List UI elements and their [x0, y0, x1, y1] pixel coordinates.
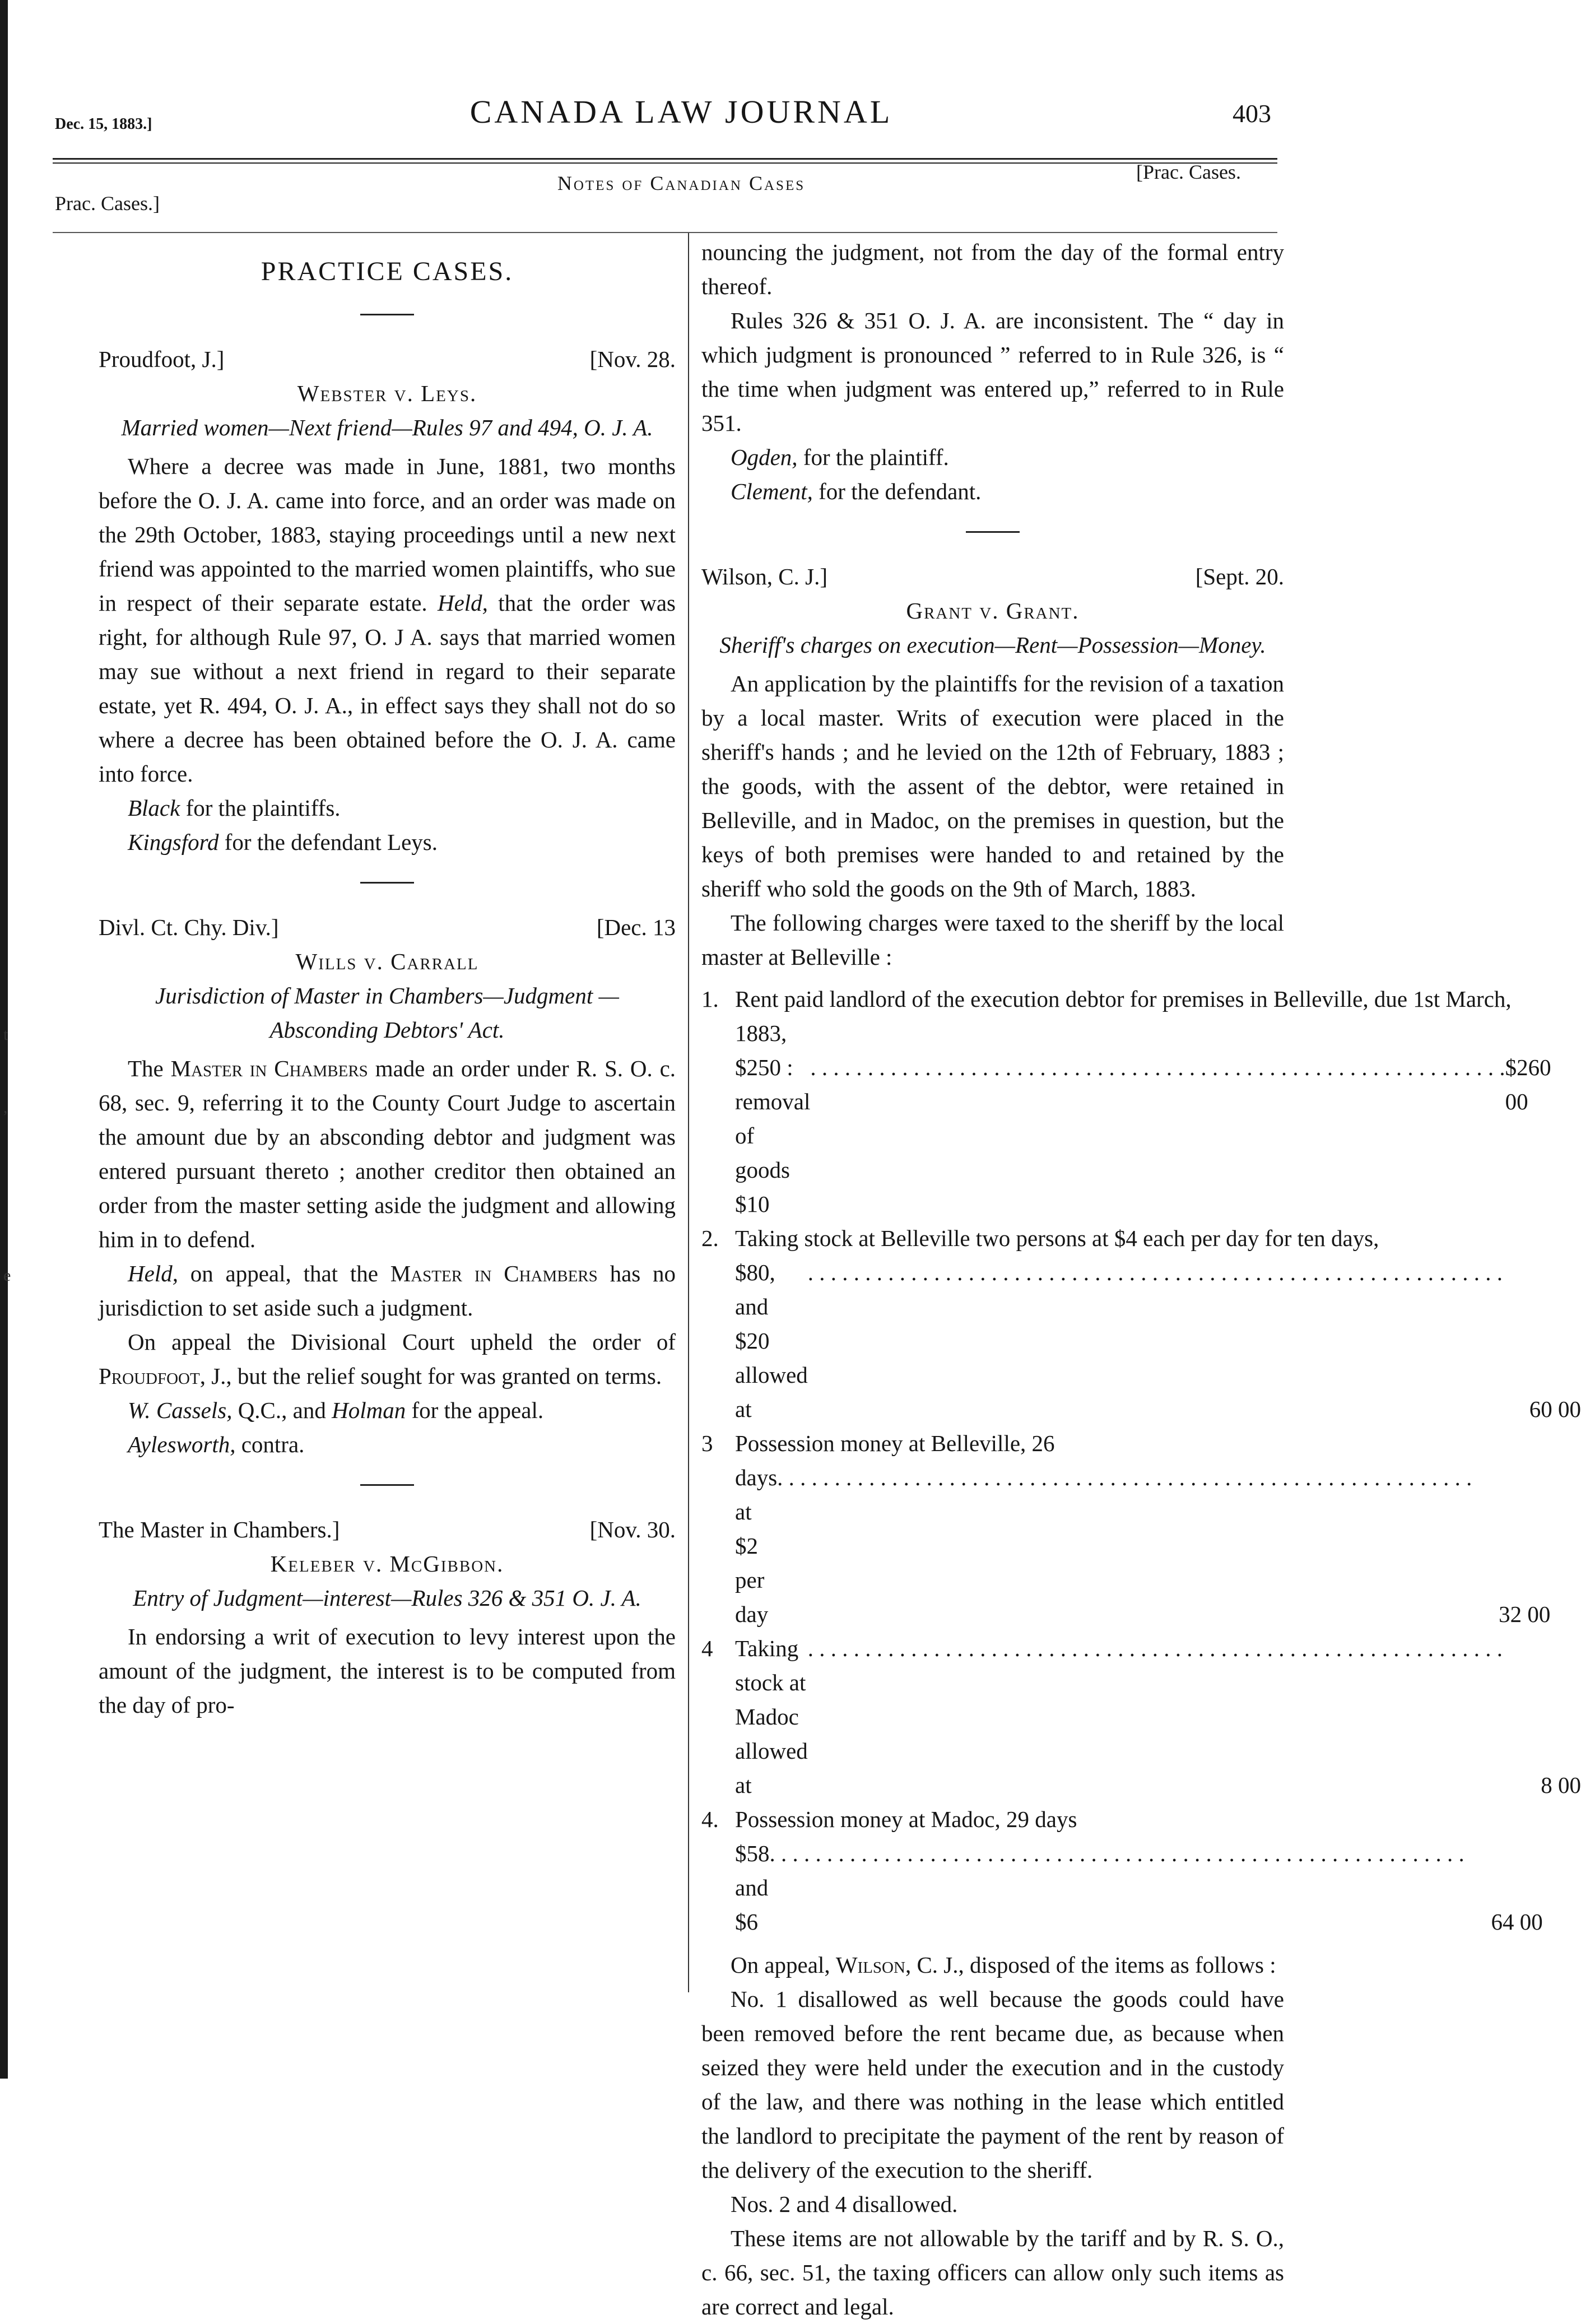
running-section-title: Notes of Canadian Cases	[557, 172, 806, 194]
counsel-name: Holman	[332, 1397, 406, 1423]
item-text: $80, and $20 allowed at	[735, 1259, 808, 1422]
body-text: on appeal, that the	[190, 1261, 378, 1286]
margin-fragment-mark: e	[3, 1266, 11, 1285]
judge-label: Proudfoot, J.]	[99, 346, 225, 372]
case-name: Webster v. Leys.	[297, 380, 477, 406]
counsel-role: for the defendant.	[819, 478, 982, 504]
item-number: 4	[701, 1635, 713, 1661]
charge-item	[701, 1802, 1543, 1939]
right-column	[701, 235, 1581, 2324]
case-appeal	[99, 1325, 676, 1393]
item-text: Possession money at Belleville, 26	[735, 1430, 1055, 1456]
body-text: , J., but the relief sought for was granted on terms.	[199, 1363, 662, 1389]
case-name: Grant v. Grant.	[906, 598, 1080, 624]
case-date: [Sept. 20.	[1195, 564, 1284, 589]
item-description	[735, 1426, 1472, 1632]
issue-date: Dec. 15, 1883.]	[55, 115, 152, 133]
case-headnote: Entry of Judgment—interest—Rules 326 & 351 O. J. A.	[133, 1585, 641, 1611]
item-amount: 8 00	[1541, 1772, 1581, 1798]
item-leader-line	[735, 1051, 1551, 1221]
counsel-role: contra.	[241, 1431, 305, 1457]
ruling-items-2-4: Nos. 2 and 4 disallowed.	[731, 2191, 958, 2217]
case-body	[99, 449, 676, 791]
item-description	[735, 982, 1551, 1221]
item-number: 3	[701, 1430, 713, 1456]
item-text: Rent paid landlord of the execution debtor for premises in Belleville, due 1st March, 1883,	[735, 986, 1512, 1046]
charge-item	[701, 1632, 1581, 1802]
item-leader-line	[735, 1632, 1503, 1802]
journal-title: CANADA LAW JOURNAL	[469, 94, 893, 130]
body-text: The	[128, 1056, 164, 1081]
case-header	[99, 1513, 676, 1547]
counsel-line	[99, 1393, 676, 1428]
case-header	[701, 560, 1284, 594]
counsel-name: Clement,	[731, 478, 813, 504]
case-keleber-v-mcgibbon	[99, 1513, 676, 1722]
charge-item	[701, 1426, 1551, 1632]
case-separator	[360, 1484, 414, 1486]
body-text: made an order under R. S. O. c. 68, sec. 9, referring it to the County Court Judge to ascertain the amount due by an absconding debtor and judgment was entered pursuant thereto ; another creditor then obtained an order from the master setting aside the judgment and allowing him in to defend.	[99, 1056, 676, 1252]
item-amount: 60 00	[1529, 1396, 1581, 1422]
case-headnote: Married women—Next friend—Rules 97 and 494, O. J. A.	[121, 415, 653, 440]
appeal-disposition	[701, 1948, 1284, 1982]
section-label-right: [Prac. Cases.	[1136, 161, 1241, 183]
dot-leader	[777, 1461, 1472, 1632]
counsel-name: Ogden,	[731, 444, 798, 470]
item-leader-line	[735, 1256, 1503, 1426]
item-text: days at $2 per day	[735, 1465, 778, 1627]
item-amount: 64 00	[1491, 1909, 1543, 1935]
small-caps-text: Wilson	[835, 1952, 905, 1978]
body-text: Where a decree was made in June, 1881, two months before the O. J. A. came into force, and an order was made on the 29th October, 1883, staying proceedings until a new next friend was appointed to the married women plaintiffs, who sue in respect of their separate estate.	[99, 453, 676, 616]
counsel-role: for the defendant Leys.	[224, 829, 438, 855]
counsel-role: for the plaintiff.	[803, 444, 949, 470]
counsel-name: Black	[128, 795, 180, 821]
charges-list	[701, 982, 1581, 1939]
body-text: , C. J., disposed of the items as follows :	[905, 1952, 1276, 1978]
case-wills-v-carrall	[99, 910, 676, 1462]
judge-label: The Master in Chambers.]	[99, 1517, 340, 1542]
counsel-role: for the plaintiffs.	[185, 795, 341, 821]
ruling-conclusion: These items are not allowable by the tariff and by R. S. O., c. 66, sec. 51, the taxing officers can allow only such items as are correct and legal.	[701, 2225, 1284, 2320]
counsel-name: Aylesworth,	[128, 1431, 236, 1457]
left-column	[99, 235, 676, 1722]
margin-fragment-mark: t	[3, 1025, 8, 1044]
subheader-rule	[53, 232, 1277, 233]
item-number: 1.	[701, 986, 719, 1012]
header-rule	[53, 158, 1277, 160]
page-number: 403	[1233, 99, 1271, 128]
item-description	[735, 1632, 1503, 1802]
body-text: has no jurisdiction to set aside such a judgment.	[99, 1261, 676, 1321]
dot-leader	[810, 1051, 1505, 1221]
item-text: Taking stock at Madoc allowed at	[735, 1635, 808, 1798]
section-title: PRACTICE CASES.	[261, 257, 514, 286]
case-date: [Dec. 13	[596, 914, 676, 940]
item-text: $58 and $6	[735, 1840, 770, 1935]
continued-text: nouncing the judgment, not from the day of the formal entry thereof.	[701, 239, 1284, 299]
counsel-line	[99, 825, 676, 859]
item-text: $250 : removal of goods $10	[735, 1054, 811, 1217]
case-webster-v-leys	[99, 342, 676, 859]
counsel-role: Q.C., and	[238, 1397, 326, 1423]
case-headnote: Jurisdiction of Master in Chambers—Judgment —Absconding Debtors' Act.	[155, 983, 619, 1043]
item-text: Taking stock at Belleville two persons at $4 each per day for ten days,	[735, 1225, 1379, 1251]
dot-leader	[808, 1256, 1503, 1426]
case-name: Keleber v. McGibbon.	[270, 1551, 504, 1577]
item-number: 2.	[701, 1225, 719, 1251]
case-body	[99, 1052, 676, 1257]
counsel-line	[99, 791, 676, 825]
case-date: [Nov. 30.	[589, 1517, 676, 1542]
small-caps-text: Master in Chambers	[170, 1056, 368, 1081]
case-date: [Nov. 28.	[589, 346, 676, 372]
charges-intro: The following charges were taxed to the sheriff by the local master at Belleville :	[701, 910, 1284, 970]
counsel-line	[99, 1428, 676, 1462]
case-body: An application by the plaintiffs for the revision of a taxation by a local master. Writs of execution were placed in the sheriff's hands ; and he levied on the 12th of February, 1883 ; the goods, with the assent of the debtor, were retained in Belleville, and in Madoc, on the premises in question, but the keys of both premises were handed to and retained by the sheriff who sold the goods on the 9th of March, 1883.	[701, 671, 1284, 901]
item-amount: $260 00	[1505, 1054, 1551, 1114]
charge-item	[701, 1221, 1581, 1426]
item-description	[735, 1802, 1464, 1939]
rules-paragraph: Rules 326 & 351 O. J. A. are inconsistent. The “ day in which judgment is pronounced ” referred to in Rule 326, is “ the time when judgment was entered up,” referred to in Rule 351.	[701, 308, 1284, 436]
held-label: Held,	[437, 590, 488, 616]
counsel-role: for the appeal.	[411, 1397, 544, 1423]
judge-label: Wilson, C. J.]	[701, 564, 827, 589]
small-caps-text: Master in Chambers	[390, 1261, 598, 1286]
header-rule-thin	[53, 162, 1277, 164]
item-leader-line	[735, 1461, 1472, 1632]
counsel-name: Kingsford	[128, 829, 219, 855]
held-label: Held,	[128, 1261, 178, 1286]
judge-label: Divl. Ct. Chy. Div.]	[99, 914, 279, 940]
body-text: On appeal,	[731, 1952, 830, 1978]
column-divider	[688, 233, 689, 1992]
body-text: On appeal the Divisional Court upheld the order of	[128, 1329, 676, 1355]
case-headnote: Sheriff's charges on execution—Rent—Possession—Money.	[719, 632, 1266, 658]
case-body: In endorsing a writ of execution to levy interest upon the amount of the judgment, the interest is to be computed from the day of pro-	[99, 1624, 676, 1718]
margin-fragment-mark: ,	[3, 1098, 8, 1117]
counsel-line	[701, 475, 1284, 509]
ruling-item-1: No. 1 disallowed as well because the goods could have been removed before the rent became due, as because when seized they were held under the execution and in the custody of the law, and there was nothing in the lease which entitled the landlord to precipitate the payment of the rent by reason of the delivery of the execution to the sheriff.	[701, 1986, 1284, 2183]
item-amount: 32 00	[1499, 1601, 1551, 1627]
dot-leader	[808, 1632, 1503, 1802]
case-separator	[966, 531, 1020, 533]
counsel-name: W. Cassels,	[128, 1397, 232, 1423]
item-text: Possession money at Madoc, 29 days	[735, 1806, 1077, 1832]
case-separator	[360, 882, 414, 884]
case-header	[99, 342, 676, 377]
case-grant-v-grant	[701, 560, 1581, 2324]
case-separator	[360, 314, 414, 315]
item-leader-line	[735, 1837, 1464, 1939]
charge-item	[701, 982, 1551, 1221]
case-name: Wills v. Carrall	[295, 949, 479, 974]
body-text: that the order was right, for although Rule 97, O. J A. says that married women may sue without a next friend in regard to their separate estate, yet R. 494, O. J. A., in effect says they shall not do so where a decree has been obtained before the O. J. A. came into force.	[99, 590, 676, 787]
item-description	[735, 1221, 1503, 1426]
item-number: 4.	[701, 1806, 719, 1832]
section-label-left: Prac. Cases.]	[55, 192, 160, 215]
case-holding	[99, 1257, 676, 1325]
case-header	[99, 910, 676, 945]
counsel-line	[701, 440, 1284, 475]
small-caps-text: Proudfoot	[99, 1363, 200, 1389]
dot-leader	[770, 1837, 1464, 1939]
